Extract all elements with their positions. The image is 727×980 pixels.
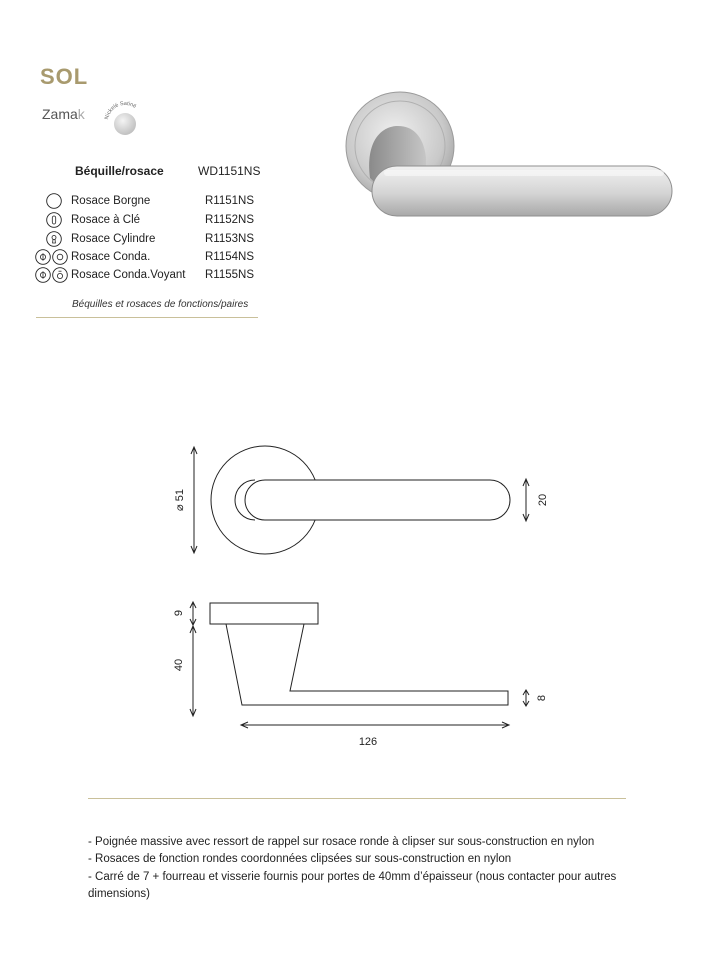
cylinder-rosette-icon <box>34 231 68 247</box>
finish-swatch <box>100 98 148 138</box>
row-code: R1154NS <box>205 251 255 263</box>
description-line: - Rosaces de fonction rondes coordonnées clipsées sur sous-construction en nylon <box>88 853 512 865</box>
row-label: Rosace Borgne <box>71 195 151 207</box>
material-main: Zama <box>42 106 78 122</box>
product-photo <box>340 88 675 230</box>
row-label: Rosace Conda. <box>71 251 151 263</box>
table-note: Béquilles et rosaces de fonctions/paires <box>72 299 249 310</box>
lever-thickness-label: 8 <box>536 694 548 702</box>
table-row <box>34 267 274 285</box>
table-row <box>34 212 274 230</box>
rosette-profile <box>210 603 318 624</box>
row-code: R1152NS <box>205 214 255 226</box>
row-label: Rosace Conda.Voyant <box>71 269 186 281</box>
material-tail: k <box>77 106 85 122</box>
lever-outline <box>245 480 510 520</box>
finish-label: Nickelé Satiné <box>104 100 138 121</box>
table-row <box>34 249 274 267</box>
table-header-lever-rosette: Béquille/rosace <box>75 164 164 178</box>
table-header-reference: WD1151NS <box>198 164 261 178</box>
lever-height-label: 20 <box>537 493 549 507</box>
table-row <box>34 231 274 249</box>
table-row <box>34 193 274 211</box>
plain-rosette-icon <box>34 193 68 209</box>
divider <box>88 798 626 799</box>
material-label <box>42 106 85 122</box>
description-line: - Poignée massive avec ressort de rappel sur rosace ronde à clipser sur sous-construction en nylon <box>88 836 595 848</box>
key-rosette-icon <box>34 212 68 228</box>
row-code: R1151NS <box>205 195 255 207</box>
row-label: Rosace à Clé <box>71 214 141 226</box>
rosette-thickness-label: 9 <box>173 609 185 617</box>
row-code: R1153NS <box>205 233 255 245</box>
finish-swatch-circle <box>114 113 136 135</box>
product-title: SOL <box>40 64 89 89</box>
description-line: - Carré de 7 + fourreau et visserie fournis pour portes de 40mm d’épaisseur (nous contacter pour autres <box>88 871 617 883</box>
diameter-label: ⌀ 51 <box>174 489 186 511</box>
lever-profile <box>226 624 508 705</box>
side-view-drawing <box>160 595 560 755</box>
front-view-drawing <box>160 440 560 570</box>
description-line: dimensions) <box>88 888 150 900</box>
projection-label: 40 <box>173 658 185 672</box>
privacy-indicator-rosette-icon <box>34 267 68 283</box>
row-code: R1155NS <box>205 269 255 281</box>
privacy-rosette-icon <box>34 249 68 265</box>
row-label: Rosace Cylindre <box>71 233 156 245</box>
length-label: 126 <box>358 736 378 748</box>
divider <box>36 317 258 318</box>
